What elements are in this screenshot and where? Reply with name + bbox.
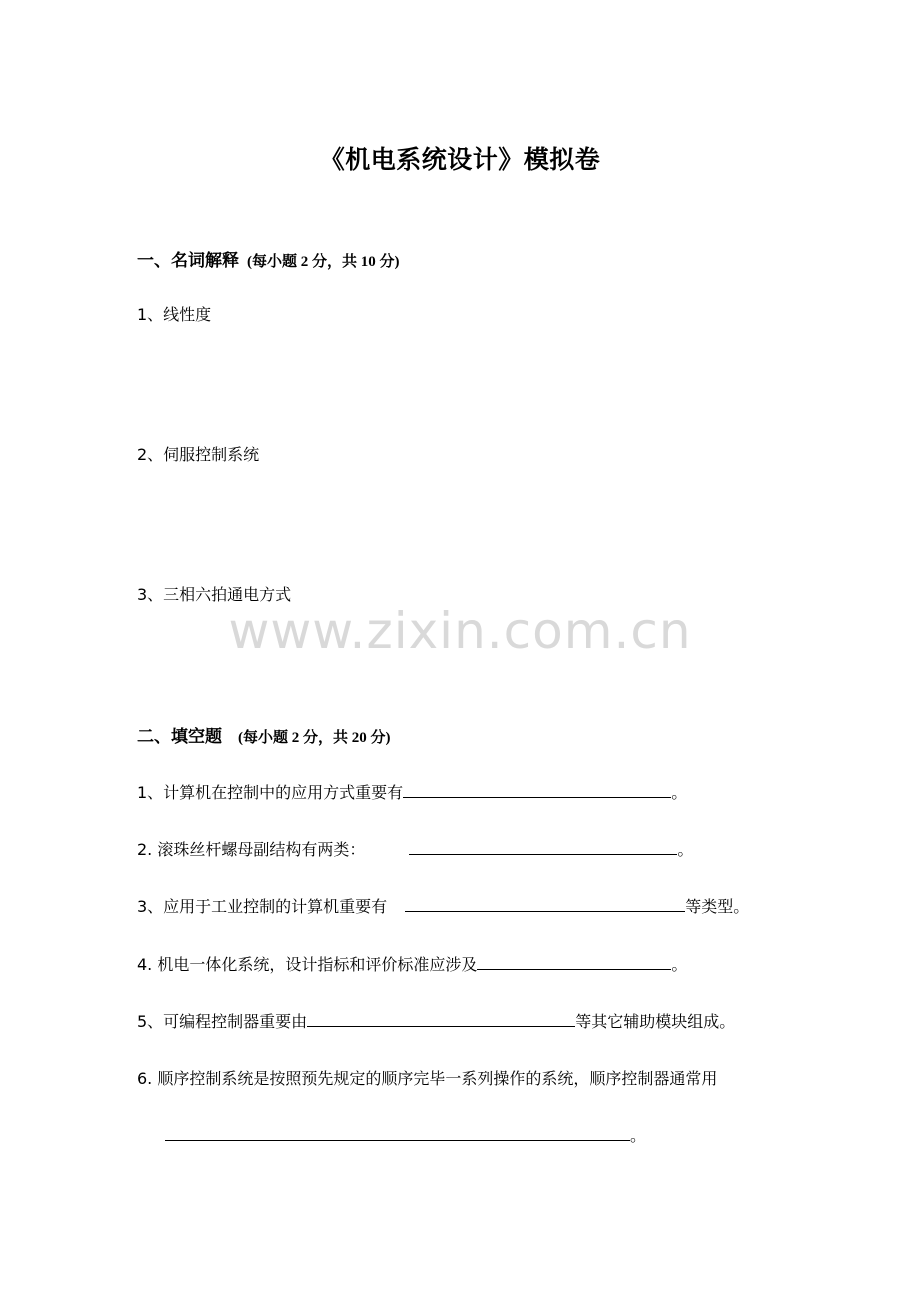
question-5-end: 等其它辅助模块组成。: [575, 1012, 736, 1031]
question-5-text: 5、可编程控制器重要由: [137, 1012, 308, 1031]
section-1-score: (每小题 2 分，共 10 分): [247, 254, 400, 270]
answer-blank-1[interactable]: [403, 782, 671, 798]
question-4-text: 4. 机电一体化系统，设计指标和评价标准应涉及: [137, 955, 478, 974]
question-6-text: 6. 顺序控制系统是按照预先规定的顺序完毕一系列操作的系统，顺序控制器通常用: [137, 1069, 718, 1088]
question-2-text: 2. 滚珠丝杆螺母副结构有两类：: [137, 840, 366, 859]
section-2-title: 二、填空题: [137, 727, 222, 747]
answer-blank-3[interactable]: [405, 896, 685, 912]
question-3-end: 等类型。: [685, 897, 750, 916]
question-1-end: 。: [671, 783, 688, 802]
question-3-text: 3、应用于工业控制的计算机重要有: [137, 897, 388, 916]
question-2-end: 。: [677, 840, 694, 859]
fill-question-2: [137, 837, 693, 860]
fill-question-5: [137, 1009, 735, 1032]
term-item-3: 3、三相六拍通电方式: [137, 585, 292, 604]
fill-question-4: [137, 952, 687, 975]
section-2-score: (每小题 2 分，共 20 分): [238, 730, 391, 746]
fill-question-1: [137, 780, 687, 803]
section-1-title: 一、名词解释: [137, 251, 239, 271]
answer-blank-6[interactable]: [165, 1125, 630, 1141]
question-6-end: 。: [630, 1126, 647, 1145]
page-title: 《机电系统设计》模拟卷: [319, 145, 601, 174]
term-item-1: 1、线性度: [137, 305, 212, 324]
section-heading-1: [137, 246, 400, 271]
fill-question-3: [137, 894, 749, 917]
term-item-2: 2、伺服控制系统: [137, 445, 260, 464]
watermark: www.zixin.com.cn: [228, 602, 692, 660]
question-1-text: 1、计算机在控制中的应用方式重要有: [137, 783, 404, 802]
question-4-end: 。: [671, 955, 688, 974]
section-heading-2: [137, 722, 391, 747]
answer-blank-2[interactable]: [409, 839, 677, 855]
answer-blank-4[interactable]: [477, 954, 671, 970]
fill-question-6-line: [165, 1123, 646, 1146]
answer-blank-5[interactable]: [307, 1011, 575, 1027]
fill-question-6: [137, 1066, 717, 1089]
